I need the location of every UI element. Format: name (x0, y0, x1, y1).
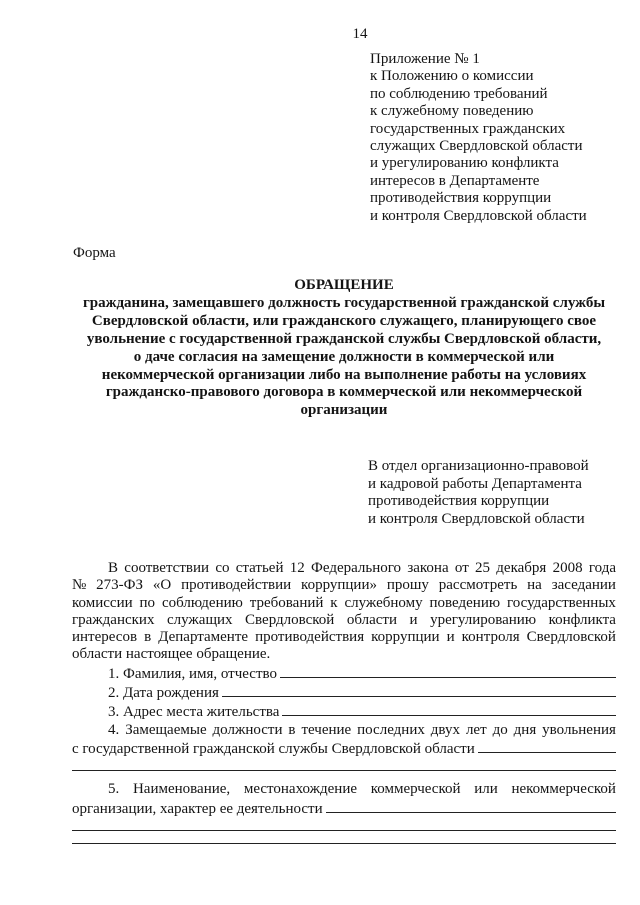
title-line: Свердловской области, или гражданского служащего, планирующего свое (91, 312, 597, 329)
field4-line (72, 722, 616, 739)
appendix-line: по соблюдению требований (370, 85, 548, 102)
page-number: 14 (352, 26, 368, 42)
field-full-name (72, 664, 616, 683)
word: последних (357, 721, 425, 738)
appendix-line: противодействия коррупции (370, 190, 552, 207)
word: к (330, 594, 338, 611)
word: со (215, 560, 230, 576)
appendix-line: к служебному поведению (370, 103, 534, 120)
word: гражданских (72, 611, 155, 628)
field-label: 2. Дата рождения (108, 685, 219, 702)
word: 4. (108, 721, 120, 738)
appendix-line: и контроля Свердловской области (370, 207, 587, 224)
word: служащих (166, 611, 233, 628)
word: Замещаемые (125, 721, 207, 738)
addressee-line: В отдел организационно-правовой (368, 458, 589, 474)
word: и (446, 629, 455, 646)
word: в (288, 721, 296, 738)
word: и (409, 611, 418, 628)
word: поведению (429, 594, 501, 611)
appendix-line: и урегулированию конфликта (370, 155, 559, 172)
word: Федерального (311, 560, 402, 576)
word: местонахождение (243, 781, 358, 798)
word: статьей (235, 560, 284, 576)
title-line: некоммерческой организации либо на выполнение работы на условиях (101, 366, 587, 383)
paragraph-line (72, 612, 616, 629)
word: в (144, 629, 152, 646)
positions-extra-line[interactable] (72, 758, 616, 771)
title-line: гражданина, замещавшего должность государственной гражданской службы (82, 294, 606, 311)
title-line: гражданско-правового договора в коммерческой или некоммерческой (105, 384, 583, 401)
field5-line (72, 781, 616, 798)
word: государственных (506, 594, 616, 611)
word: должности (212, 721, 283, 738)
appendix-line: к Положению о комиссии (370, 68, 534, 85)
word: от (454, 560, 469, 576)
word: 2008 (552, 560, 583, 576)
field-birth-date (72, 683, 616, 702)
word: Департаменте (158, 629, 249, 646)
word: противодействия (255, 629, 365, 646)
word: течение (301, 721, 352, 738)
spacer (72, 771, 616, 781)
word: или (474, 781, 498, 798)
field-label: 3. Адрес места жительства (108, 704, 280, 721)
addressee-line: и кадровой работы Департамента (368, 475, 582, 492)
word: 12 (289, 560, 305, 576)
field-positions (72, 739, 616, 758)
organization-extra-line-1[interactable] (72, 818, 616, 831)
word: соблюдению (161, 594, 243, 611)
word: прошу (386, 577, 429, 594)
word: противодействии (181, 577, 292, 594)
appeal-body (72, 560, 616, 844)
word: области (346, 611, 398, 628)
word: служебному (344, 594, 423, 611)
paragraph-line: области настоящее обращение. (72, 646, 271, 663)
field-label: 1. Фамилия, имя, отчество (108, 665, 277, 682)
word: интересов (72, 629, 138, 646)
word: двух (430, 721, 460, 738)
word: 25 (475, 560, 491, 576)
form-label: Форма (73, 245, 116, 261)
word: коррупции (371, 629, 440, 646)
word: контроля (461, 629, 520, 646)
word: 5. (108, 781, 120, 798)
word: требований (249, 594, 324, 611)
word: комиссии (72, 594, 133, 611)
word: декабря (496, 560, 547, 576)
word: некоммерческой (511, 781, 616, 798)
appendix-line: служащих Свердловской области (370, 138, 583, 155)
paragraph-line (72, 595, 616, 612)
addressee-line: и контроля Свердловской области (368, 510, 585, 527)
word: Свердловской (526, 629, 616, 646)
word: рассмотреть (438, 577, 518, 594)
word: соответствии (124, 560, 210, 576)
word: Свердловской (245, 611, 335, 628)
field-address (72, 702, 616, 721)
address-input-line[interactable] (282, 702, 616, 716)
appendix-line: Приложение № 1 (370, 51, 480, 67)
paragraph-line (72, 629, 616, 646)
word: коррупции» (301, 577, 377, 594)
word: конфликта (548, 611, 616, 628)
word: по (139, 594, 156, 611)
word: коммерческой (370, 781, 461, 798)
title-heading: ОБРАЩЕНИЕ (294, 277, 394, 293)
word: Наименование, (132, 781, 231, 798)
word: лет (465, 721, 487, 738)
document-title (60, 277, 628, 420)
word: «О (152, 577, 172, 594)
word: года (588, 560, 616, 576)
word: № (72, 577, 87, 594)
addressee-line: противодействия коррупции (368, 493, 550, 510)
word: до (492, 721, 508, 738)
appendix-block (370, 51, 587, 225)
appendix-line: государственных гражданских (370, 120, 566, 137)
word: урегулированию (430, 611, 537, 628)
positions-input-line[interactable] (478, 739, 616, 753)
title-line: о даче согласия на замещение должности в коммерческой или (133, 348, 555, 365)
word: дня (513, 721, 537, 738)
word: 273-ФЗ (96, 577, 144, 594)
organization-input-line[interactable] (326, 799, 616, 813)
paragraph-line (72, 560, 616, 577)
word: увольнения (542, 721, 616, 738)
title-line: увольнение с государственной гражданской службы Свердловской области, (86, 330, 602, 347)
word: закона (407, 560, 449, 576)
addressee-block (368, 458, 589, 528)
full-name-input-line[interactable] (280, 664, 616, 678)
title-line: организации (300, 402, 388, 419)
word: на (527, 577, 542, 594)
word: В (108, 560, 119, 576)
appendix-line: интересов в Департаменте (370, 172, 540, 189)
word: заседании (551, 577, 616, 594)
field-organization (72, 799, 616, 818)
birth-date-input-line[interactable] (222, 683, 616, 697)
organization-extra-line-2[interactable] (72, 831, 616, 844)
field-label: организации, характер ее деятельности (72, 800, 323, 817)
paragraph-line (72, 577, 616, 594)
field-label: с государственной гражданской службы Свердловской области (72, 740, 475, 757)
